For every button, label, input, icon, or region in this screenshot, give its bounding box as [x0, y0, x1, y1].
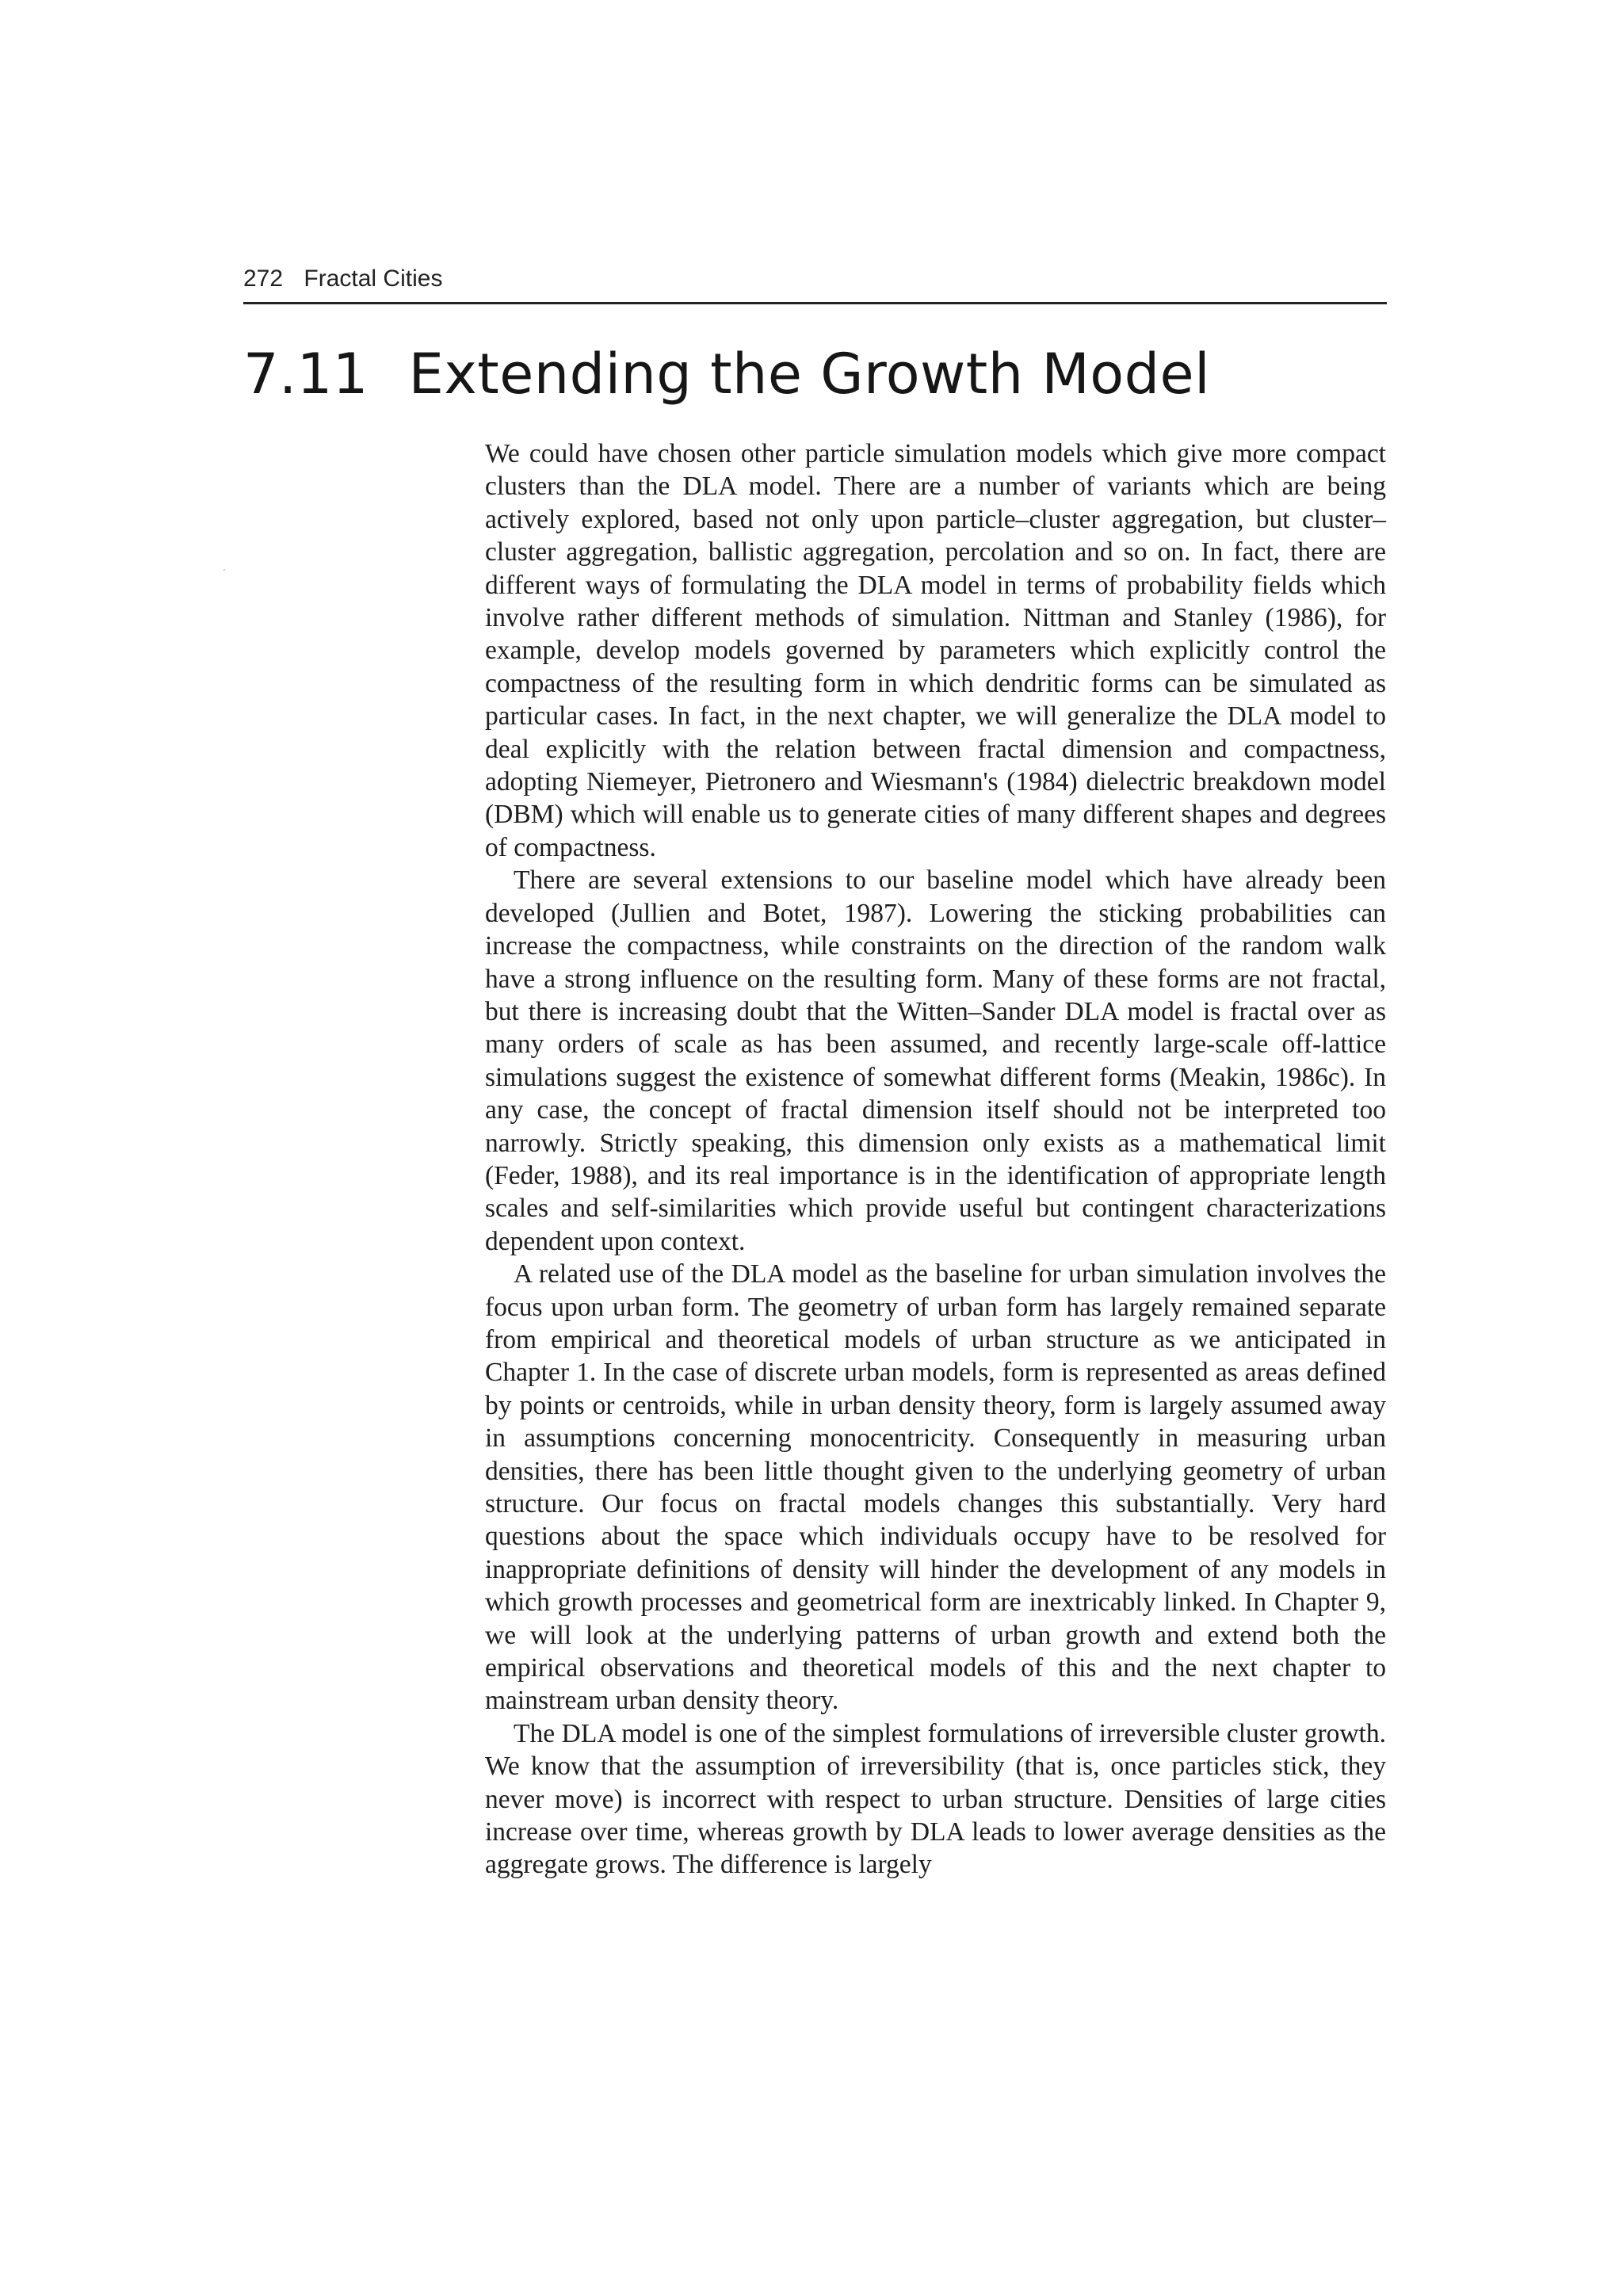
running-title: Fractal Cities	[304, 266, 443, 292]
stray-mark	[223, 569, 225, 571]
body-text	[485, 437, 1386, 1881]
section-heading	[243, 341, 1387, 407]
running-header	[243, 265, 442, 293]
page-number: 272	[243, 266, 284, 292]
paragraph-4: The DLA model is one of the simplest formulations of irreversible cluster growth. We know that the assumption of irreversibility (that is, once particles stick, they never move) is incorrect with respect to urban structure. Densities of large cities increase over time, whereas growth by DLA leads to lower average densities as the aggregate grows. The difference is largely	[485, 1718, 1386, 1880]
section-title: Extending the Growth Model	[408, 342, 1211, 407]
paragraph-3: A related use of the DLA model as the baseline for urban simulation involves the focus upon urban form. The geometry of urban form has largely remained separate from empirical and theoretical models of urban structure as we anticipated in Chapter 1. In the case of discrete urban models, form is represented as areas defined by points or centroids, while in urban density theory, form is largely assumed away in assumptions concerning monocentricity. Consequently in measuring urban densities, there has been little thought given to the underlying geometry of urban structure. Our focus on fractal models changes this substantially. Very hard questions about the space which individuals occupy have to be resolved for inappropriate definitions of density will hinder the development of any models in which growth processes and geometrical form are inextricably linked. In Chapter 9, we will look at the underlying patterns of urban growth and extend both the empirical observations and theoretical models of this and the next chapter to mainstream urban density theory.	[485, 1259, 1386, 1716]
section-number: 7.11	[243, 342, 369, 407]
header-rule	[243, 302, 1387, 304]
paragraph-2: There are several extensions to our baseline model which have already been developed (Jullien and Botet, 1987). Lowering the sticking probabilities can increase the compactness, while constraints on the direction of the random walk have a strong influence on the resulting form. Many of these forms are not fractal, but there is increasing doubt that the Witten–Sander DLA model is fractal over as many orders of scale as has been assumed, and recently large-scale off-lattice simulations suggest the existence of somewhat different forms (Meakin, 1986c). In any case, the concept of fractal dimension itself should not be interpreted too narrowly. Strictly speaking, this dimension only exists as a mathematical limit (Feder, 1988), and its real importance is in the identification of appropriate length scales and self-similarities which provide useful but contingent characterizations dependent upon context.	[485, 865, 1386, 1256]
paragraph-1: We could have chosen other particle simulation models which give more compact clusters than the DLA model. There are a number of variants which are being actively explored, based not only upon particle–cluster aggregation, but cluster–cluster aggregation, ballistic aggregation, percolation and so on. In fact, there are different ways of formulating the DLA model in terms of probability fields which involve rather different methods of simulation. Nittman and Stanley (1986), for example, develop models governed by parameters which explicitly control the compactness of the resulting form in which dendritic forms can be simulated as particular cases. In fact, in the next chapter, we will generalize the DLA model to deal explicitly with the relation between fractal dimension and compactness, adopting Niemeyer, Pietronero and Wiesmann's (1984) dielectric breakdown model (DBM) which will enable us to generate cities of many different shapes and degrees of compactness.	[485, 439, 1386, 862]
